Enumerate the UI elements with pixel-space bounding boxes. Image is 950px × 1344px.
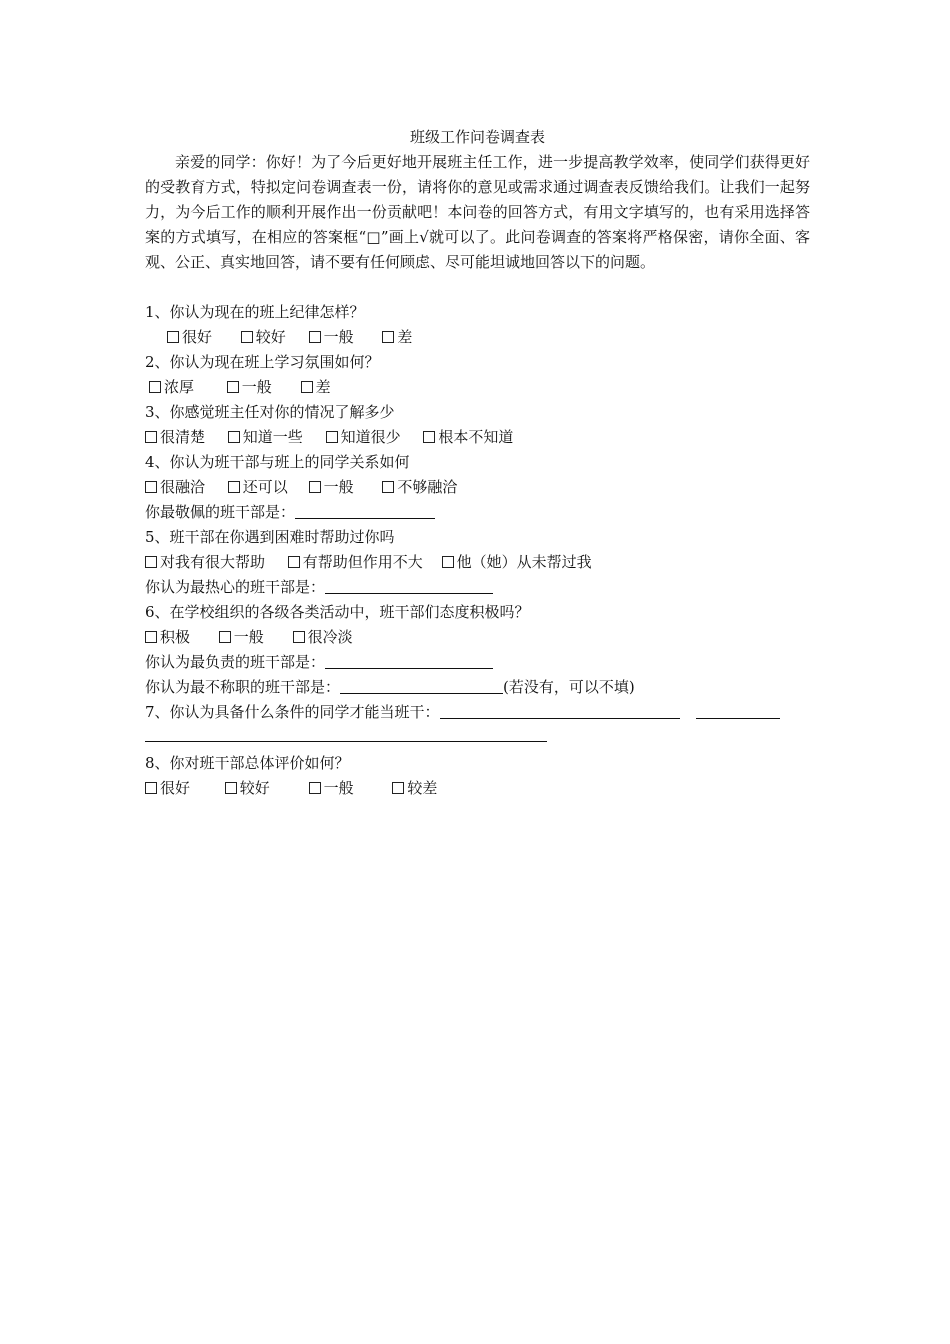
qualification-blank-continued[interactable] <box>145 725 547 742</box>
admired-leader-row <box>145 500 810 525</box>
enthusiastic-leader-row <box>145 575 810 600</box>
option-very-good[interactable]: 很好 <box>145 776 190 801</box>
checkbox-icon[interactable] <box>145 481 157 493</box>
option-indifferent[interactable]: 很冷淡 <box>293 625 353 650</box>
question-6: 6、在学校组织的各级各类活动中，班干部们态度积极吗？ <box>145 603 530 621</box>
admired-leader-label: 你最敬佩的班干部是： <box>145 503 296 521</box>
checkbox-icon[interactable] <box>423 431 435 443</box>
checkbox-icon[interactable] <box>227 381 239 393</box>
option-poor[interactable]: 差 <box>301 375 331 400</box>
option-poor[interactable]: 差 <box>382 325 412 350</box>
question-6-options <box>145 625 810 650</box>
question-2: 2、你认为现在班上学习氛围如何？ <box>145 353 380 371</box>
checkbox-icon[interactable] <box>326 431 338 443</box>
checkbox-icon[interactable] <box>145 782 157 794</box>
checkbox-icon[interactable] <box>228 481 240 493</box>
checkbox-icon[interactable] <box>145 556 157 568</box>
checkbox-icon[interactable] <box>382 481 394 493</box>
question-4-options <box>145 475 810 500</box>
option-average[interactable]: 一般 <box>227 375 272 400</box>
checkbox-icon[interactable] <box>309 481 321 493</box>
option-very-clear[interactable]: 很清楚 <box>145 425 205 450</box>
checkbox-icon[interactable] <box>293 631 305 643</box>
checkbox-icon[interactable] <box>442 556 454 568</box>
option-never-helped[interactable]: 他（她）从未帮过我 <box>442 550 592 575</box>
qualification-blank-2[interactable] <box>696 704 780 719</box>
checkbox-icon[interactable] <box>167 331 179 343</box>
document-title: 班级工作问卷调查表 <box>409 128 545 146</box>
option-great-help[interactable]: 对我有很大帮助 <box>145 550 265 575</box>
question-8-options <box>145 776 810 801</box>
intro-paragraph: 亲爱的同学：你好！为了今后更好地开展班主任工作，进一步提高教学效率，使同学们获得更好的受教育方式，特拟定问卷调查表一份，请将你的意见或需求通过调查表反馈给我们。让我们一起努力，为今后工作的顺利开展作出一份贡献吧！本问卷的回答方式，有用文字填写的，也有采用选择答案的方式填写，在相应的答案框“□”画上√就可以了。此问卷调查的答案将严格保密，请你全面、客观、公正、真实地回答，请不要有任何顾虑、尽可能坦诚地回答以下的问题。 <box>145 153 810 271</box>
enthusiastic-leader-label: 你认为最热心的班干部是： <box>145 578 326 596</box>
document-page <box>145 125 810 801</box>
option-okay[interactable]: 还可以 <box>228 475 288 500</box>
question-4: 4、你认为班干部与班上的同学关系如何 <box>145 453 410 471</box>
spacer <box>145 275 810 300</box>
checkbox-icon[interactable] <box>145 431 157 443</box>
checkbox-icon[interactable] <box>149 381 161 393</box>
option-good[interactable]: 较好 <box>241 325 286 350</box>
question-1: 1、你认为现在的班上纪律怎样？ <box>145 303 365 321</box>
option-average[interactable]: 一般 <box>309 776 354 801</box>
checkbox-icon[interactable] <box>219 631 231 643</box>
option-not-harmonious[interactable]: 不够融洽 <box>382 475 457 500</box>
option-very-harmonious[interactable]: 很融洽 <box>145 475 205 500</box>
unqualified-leader-row <box>145 675 810 700</box>
option-poor[interactable]: 较差 <box>392 776 437 801</box>
checkbox-icon[interactable] <box>309 782 321 794</box>
option-average[interactable]: 一般 <box>219 625 264 650</box>
question-5-options <box>145 550 810 575</box>
option-know-nothing[interactable]: 根本不知道 <box>423 425 513 450</box>
question-7: 7、你认为具备什么条件的同学才能当班干： <box>145 703 440 721</box>
checkbox-icon[interactable] <box>301 381 313 393</box>
checkbox-icon[interactable] <box>309 331 321 343</box>
checkbox-icon[interactable] <box>145 631 157 643</box>
unqualified-leader-label: 你认为最不称职的班干部是： <box>145 678 341 696</box>
question-2-options <box>145 375 810 400</box>
enthusiastic-leader-blank[interactable] <box>325 579 493 594</box>
question-1-options <box>145 325 810 350</box>
option-average[interactable]: 一般 <box>309 325 354 350</box>
unqualified-leader-blank[interactable] <box>340 679 503 694</box>
unqualified-leader-note: (若没有，可以不填) <box>503 678 635 696</box>
responsible-leader-label: 你认为最负责的班干部是： <box>145 653 326 671</box>
question-7-row <box>145 700 810 725</box>
checkbox-icon[interactable] <box>288 556 300 568</box>
option-average[interactable]: 一般 <box>309 475 354 500</box>
option-know-little[interactable]: 知道很少 <box>326 425 401 450</box>
checkbox-icon[interactable] <box>392 782 404 794</box>
question-5: 5、班干部在你遇到困难时帮助过你吗 <box>145 528 395 546</box>
checkbox-icon[interactable] <box>225 782 237 794</box>
question-3: 3、你感觉班主任对你的情况了解多少 <box>145 403 395 421</box>
question-3-options <box>145 425 810 450</box>
admired-leader-blank[interactable] <box>295 504 435 519</box>
option-active[interactable]: 积极 <box>145 625 190 650</box>
option-know-some[interactable]: 知道一些 <box>228 425 303 450</box>
checkbox-icon[interactable] <box>228 431 240 443</box>
option-good[interactable]: 较好 <box>225 776 270 801</box>
checkbox-icon[interactable] <box>382 331 394 343</box>
checkbox-icon[interactable] <box>241 331 253 343</box>
responsible-leader-row <box>145 650 810 675</box>
option-strong[interactable]: 浓厚 <box>149 375 194 400</box>
question-8: 8、你对班干部总体评价如何？ <box>145 754 350 772</box>
qualification-blank[interactable] <box>440 704 680 719</box>
responsible-leader-blank[interactable] <box>325 654 493 669</box>
option-very-good[interactable]: 很好 <box>167 325 212 350</box>
option-some-help[interactable]: 有帮助但作用不大 <box>288 550 423 575</box>
